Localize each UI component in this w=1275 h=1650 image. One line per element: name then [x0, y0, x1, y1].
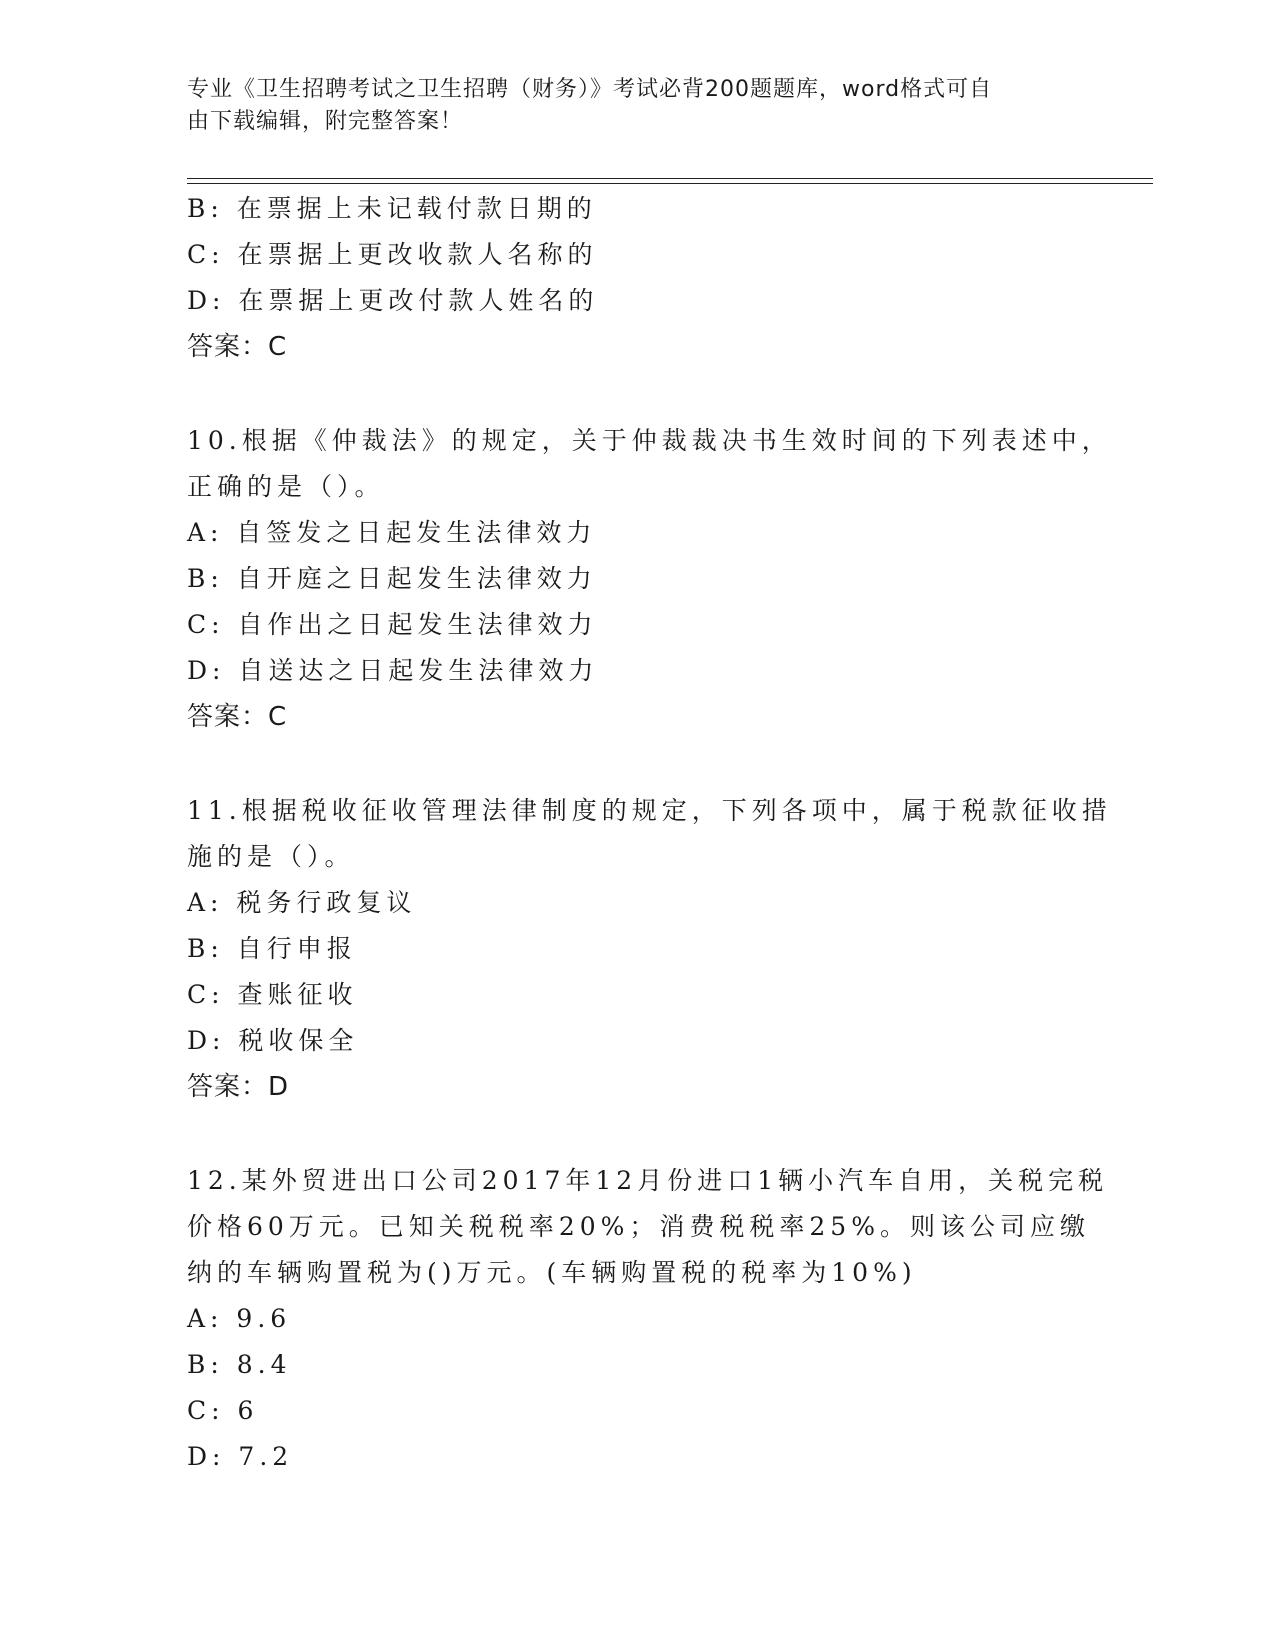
option-a: A: 税务行政复议 — [187, 888, 417, 917]
question-stem-line: 11.根据税收征收管理法律制度的规定，下列各项中，属于税款征收措 — [187, 796, 1112, 825]
document-body — [187, 186, 1112, 1480]
answer: 答案：D — [187, 1072, 290, 1102]
option-b: B: 自开庭之日起发生法律效力 — [187, 564, 597, 593]
question-stem-line: 10.根据《仲裁法》的规定，关于仲裁裁决书生效时间的下列表述中， — [187, 426, 1112, 455]
option-c: C: 自作出之日起发生法律效力 — [187, 610, 598, 639]
question-stem-line: 价格60万元。已知关税税率20%；消费税税率25%。则该公司应缴 — [187, 1212, 1090, 1241]
option-c: C: 查账征收 — [187, 980, 358, 1009]
header-line-2: 由下载编辑，附完整答案！ — [187, 109, 464, 134]
answer: 答案：C — [187, 702, 288, 732]
document-header — [187, 74, 1067, 138]
option-b: B: 8.4 — [187, 1350, 292, 1379]
question-9-continuation — [187, 186, 1087, 370]
header-line-1: 专业《卫生招聘考试之卫生招聘（财务）》考试必背200题题库，word格式可自 — [187, 77, 993, 102]
option-d: D: 自送达之日起发生法律效力 — [187, 656, 599, 685]
option-d: D: 7.2 — [187, 1442, 294, 1471]
question-11 — [187, 788, 1112, 1110]
option-b: B: 在票据上未记载付款日期的 — [187, 194, 597, 223]
option-d: D: 在票据上更改付款人姓名的 — [187, 286, 599, 315]
question-stem-line: 施的是（）。 — [187, 842, 355, 871]
option-d: D: 税收保全 — [187, 1026, 359, 1055]
option-a: A: 自签发之日起发生法律效力 — [187, 518, 597, 547]
question-stem-line: 纳的车辆购置税为()万元。(车辆购置税的税率为10%) — [187, 1258, 917, 1287]
option-c: C: 6 — [187, 1396, 259, 1425]
answer: 答案：C — [187, 332, 288, 362]
option-a: A: 9.6 — [187, 1304, 292, 1333]
option-b: B: 自行申报 — [187, 934, 357, 963]
question-stem-line: 12.某外贸进出口公司2017年12月份进口1辆小汽车自用，关税完税 — [187, 1166, 1109, 1195]
question-stem-line: 正确的是（）。 — [187, 472, 385, 501]
question-12 — [187, 1158, 1109, 1480]
header-divider-top — [187, 178, 1153, 179]
option-c: C: 在票据上更改收款人名称的 — [187, 240, 598, 269]
question-10 — [187, 418, 1112, 740]
header-divider-bottom — [187, 183, 1153, 184]
